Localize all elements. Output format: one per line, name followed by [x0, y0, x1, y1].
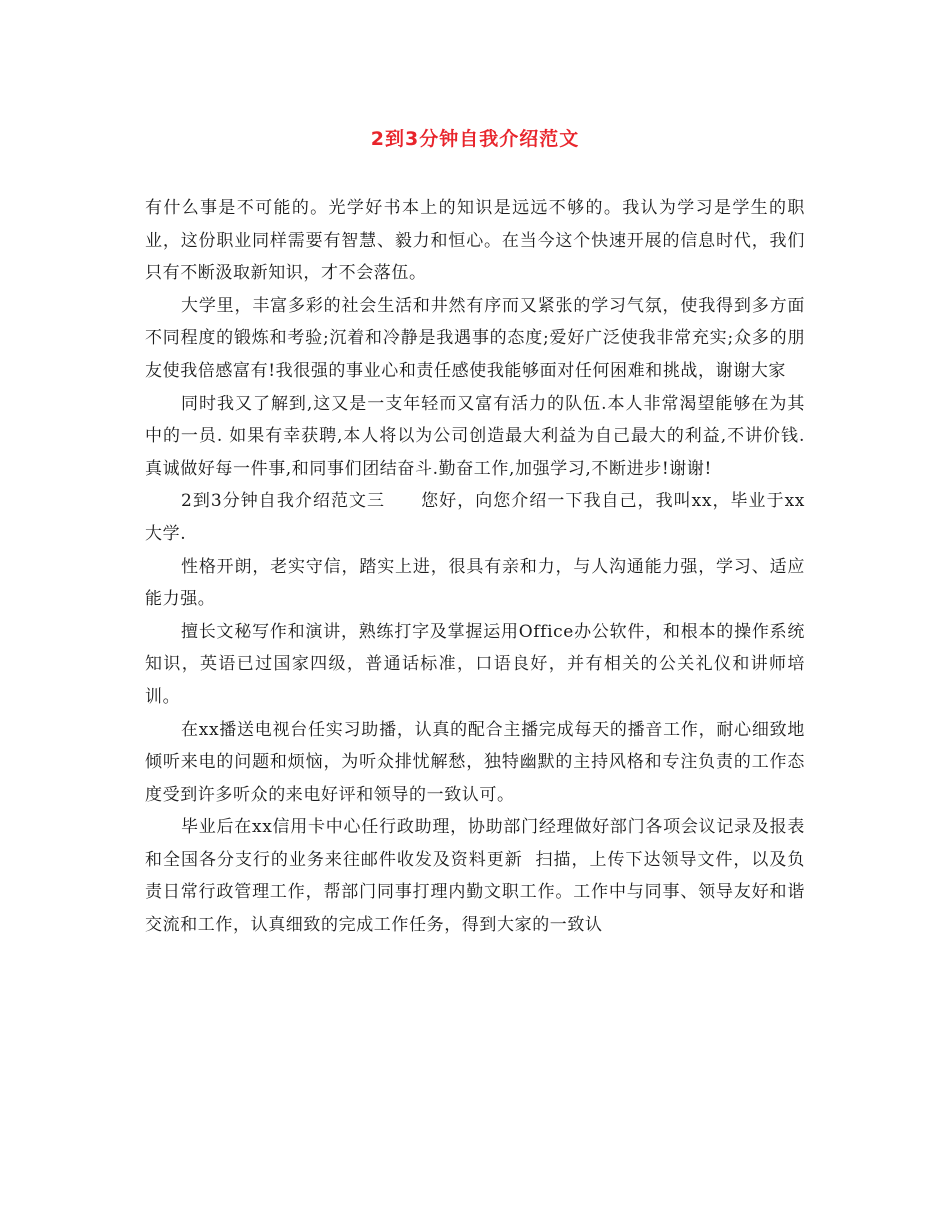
paragraph-6: 擅长文秘写作和演讲，熟练打字及掌握运用Office办公软件，和根本的操作系统知识，英语已过国家四级，普通话标准，口语良好，并有相关的公关礼仪和讲师培训。: [145, 621, 805, 707]
paragraph-7: 在xx播送电视台任实习助播，认真的配合主播完成每天的播音工作，耐心细致地倾听来电的问题和烦恼，为听众排忧解愁，独特幽默的主持风格和专注负责的工作态度受到许多听众的来电好评和领导的一致认可。: [145, 719, 805, 805]
document-body: [145, 192, 805, 942]
paragraph-4: 2到3分钟自我介绍范文三 您好，向您介绍一下我自己，我叫xx，毕业于xx大学.: [145, 491, 805, 544]
paragraph-2: 大学里，丰富多彩的社会生活和井然有序而又紧张的学习气氛，使我得到多方面不同程度的锻炼和考验;沉着和冷静是我遇事的态度;爱好广泛使我非常充实;众多的朋友使我倍感富有!我很强的事业心和责任感使我能够面对任何困难和挑战，谢谢大家: [145, 295, 805, 381]
document-title-text: 2到3分钟自我介绍范文: [370, 128, 580, 150]
paragraph-8: 毕业后在xx信用卡中心任行政助理，协助部门经理做好部门各项会议记录及报表和全国各分支行的业务来往邮件收发及资料更新 扫描，上传下达领导文件，以及负责日常行政管理工作，帮部门同事打理内勤文职工作。工作中与同事、领导友好和谐交流和工作，认真细致的完成工作任务，得到大家的一致认: [145, 817, 805, 936]
document-title: [0, 124, 950, 151]
paragraph-1: 有什么事是不可能的。光学好书本上的知识是远远不够的。我认为学习是学生的职业，这份职业同样需要有智慧、毅力和恒心。在当今这个快速开展的信息时代，我们只有不断汲取新知识，才不会落伍。: [145, 198, 805, 284]
paragraph-3: 同时我又了解到,这又是一支年轻而又富有活力的队伍.本人非常渴望能够在为其中的一员. 如果有幸获聘,本人将以为公司创造最大利益为自己最大的利益,不讲价钱.真诚做好每一件事,和同事们团结奋斗.勤奋工作,加强学习,不断进步!谢谢!: [145, 393, 805, 479]
paragraph-5: 性格开朗，老实守信，踏实上进，很具有亲和力，与人沟通能力强，学习、适应能力强。: [145, 556, 805, 610]
